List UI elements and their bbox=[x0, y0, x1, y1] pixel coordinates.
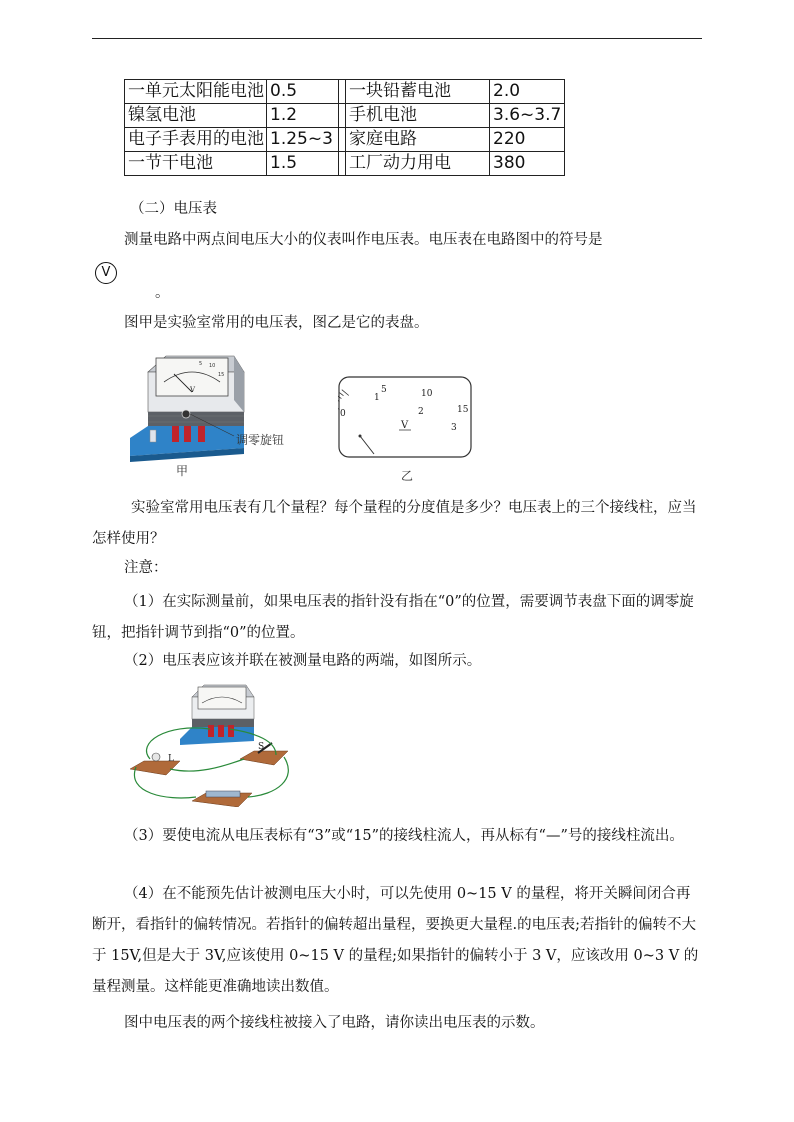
table-cell-value2: 380 bbox=[490, 152, 565, 176]
table-spacer bbox=[339, 128, 346, 152]
period: 。 bbox=[155, 285, 170, 301]
yi-label-1: 1 bbox=[374, 393, 380, 403]
table-cell-value: 1.5 bbox=[267, 152, 339, 176]
table-cell-value2: 3.6~3.7 bbox=[490, 104, 565, 128]
voltage-table bbox=[124, 79, 565, 176]
table-cell-name2: 手机电池 bbox=[346, 104, 490, 128]
header-rule bbox=[92, 38, 702, 39]
caption-yi: 乙 bbox=[401, 469, 414, 483]
circuit-figure bbox=[126, 683, 298, 807]
table-cell-value2: 2.0 bbox=[490, 80, 565, 104]
yi-unit: V bbox=[401, 420, 409, 431]
table-row bbox=[125, 80, 565, 104]
table-cell-name: 一单元太阳能电池 bbox=[125, 80, 267, 104]
question-text: 实验室常用电压表有几个量程？每个量程的分度值是多少？电压表上的三个接线柱，应当怎样使用？ bbox=[92, 500, 697, 547]
table-cell-value: 1.25~3 bbox=[267, 128, 339, 152]
yi-label-15: 15 bbox=[457, 405, 469, 415]
table-spacer bbox=[339, 152, 346, 176]
knob-label: 调零旋钮 bbox=[236, 433, 285, 447]
lamp-label: L bbox=[168, 754, 174, 764]
yi-label-0: 0 bbox=[340, 409, 346, 419]
note-1: （1）在实际测量前，如果电压表的指针没有指在“0”的位置，需要调节表盘下面的调零旋钮，把指针调节到指“0”的位置。 bbox=[92, 594, 694, 641]
svg-text:10: 10 bbox=[209, 363, 216, 369]
note-title: 注意： bbox=[124, 560, 168, 576]
figure-intro: 图甲是实验室常用的电压表，图乙是它的表盘。 bbox=[124, 315, 429, 331]
table-cell-name2: 一块铅蓄电池 bbox=[346, 80, 490, 104]
table-cell-value2: 220 bbox=[490, 128, 565, 152]
table-row bbox=[125, 104, 565, 128]
meter-dial-yi bbox=[338, 376, 472, 458]
yi-label-5: 5 bbox=[381, 385, 387, 395]
yi-label-2: 2 bbox=[418, 407, 424, 417]
note-4: （4）在不能预先估计被测电压大小时，可以先使用 0~15 V 的量程，将开关瞬间闭合再断开，看指针的偏转情况。若指针的偏转超出量程，要换更大量程.的电压表;若指针的偏转不大于 15V,但是大于 3V,应该使用 0~15 V 的量程;如果指针的偏转小于 3 V，应该改用 0~3 V 的量程测量。这样能更准确地读出数值。 bbox=[92, 886, 699, 995]
final-text: 图中电压表的两个接线柱被接入了电路，请你读出电压表的示数。 bbox=[124, 1015, 545, 1031]
table-cell-name: 一节干电池 bbox=[125, 152, 267, 176]
table-cell-value: 0.5 bbox=[267, 80, 339, 104]
table-cell-name2: 家庭电路 bbox=[346, 128, 490, 152]
table-cell-value: 1.2 bbox=[267, 104, 339, 128]
table-cell-name: 镍氢电池 bbox=[125, 104, 267, 128]
table-spacer bbox=[339, 80, 346, 104]
intro-text: 测量电路中两点间电压大小的仪表叫作电压表。电压表在电路图中的符号是 bbox=[124, 232, 603, 248]
section-title: （二）电压表 bbox=[130, 201, 217, 217]
yi-label-10: 10 bbox=[421, 389, 433, 399]
svg-text:V: V bbox=[190, 386, 196, 394]
table-spacer bbox=[339, 104, 346, 128]
svg-text:15: 15 bbox=[218, 372, 225, 378]
svg-text:5: 5 bbox=[199, 361, 203, 367]
note-2: （2）电压表应该并联在被测量电路的两端，如图所示。 bbox=[124, 653, 482, 669]
switch-label: S bbox=[258, 742, 265, 752]
table-cell-name: 电子手表用的电池 bbox=[125, 128, 267, 152]
caption-jia: 甲 bbox=[176, 464, 189, 478]
voltmeter-symbol-icon: V bbox=[95, 262, 117, 284]
yi-label-3: 3 bbox=[451, 423, 457, 433]
table-row bbox=[125, 152, 565, 176]
table-cell-name2: 工厂动力用电 bbox=[346, 152, 490, 176]
table-row bbox=[125, 128, 565, 152]
note-3: （3）要使电流从电压表标有“3”或“15”的接线柱流人，再从标有“—”号的接线柱流出。 bbox=[124, 828, 684, 844]
